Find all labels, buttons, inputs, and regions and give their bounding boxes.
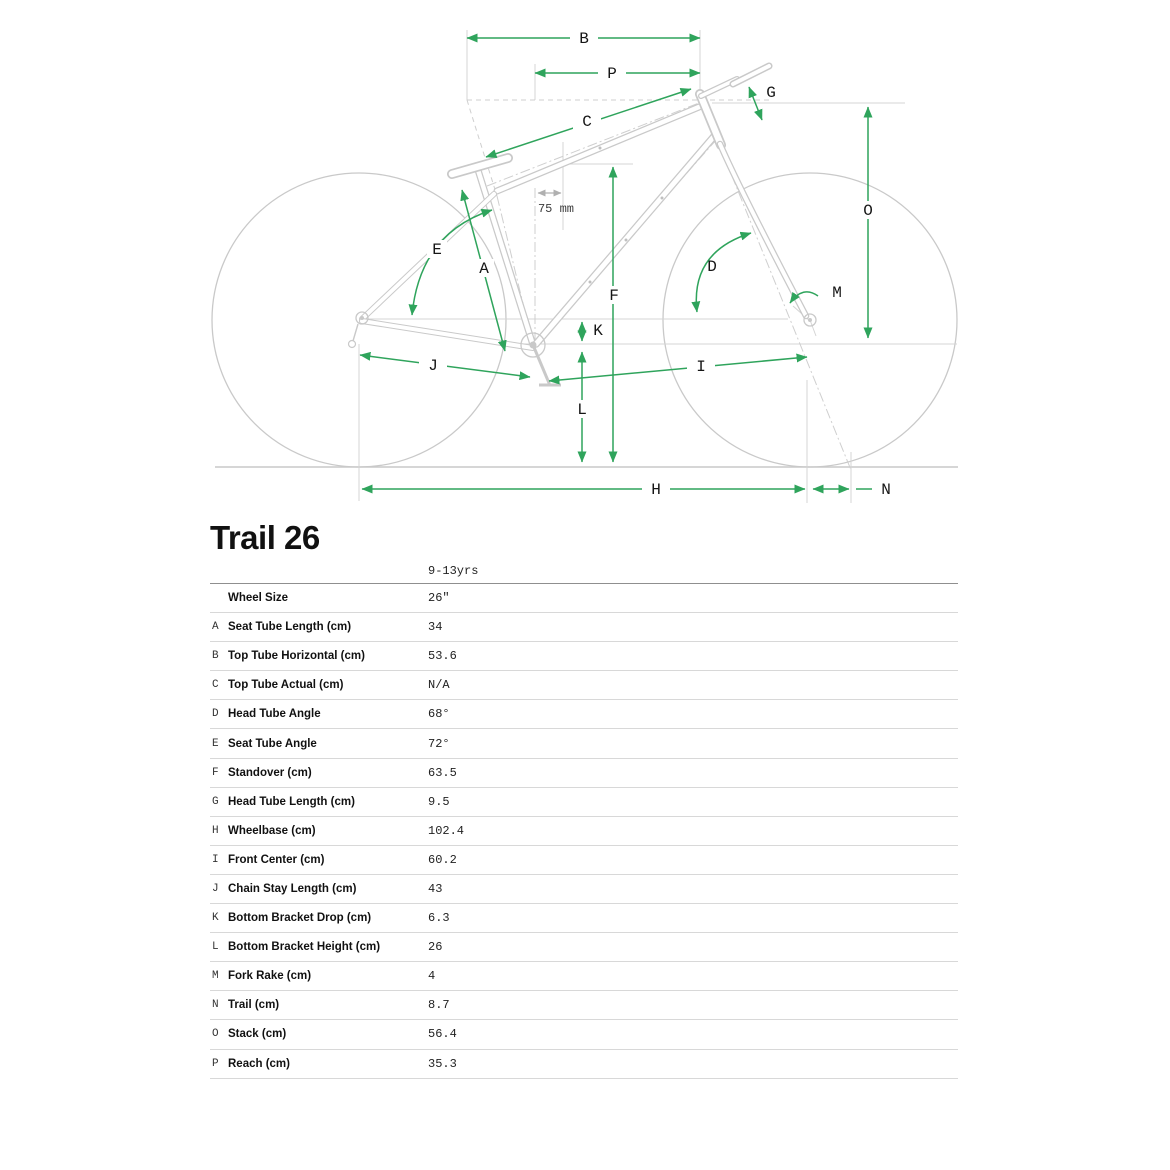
row-label: Wheelbase (cm) (228, 824, 316, 837)
row-label: Chain Stay Length (cm) (228, 882, 357, 895)
row-letter: B (212, 650, 219, 663)
geometry-table (210, 557, 958, 1079)
row-label: Wheel Size (228, 592, 289, 605)
row-label: Bottom Bracket Height (cm) (228, 941, 381, 954)
row-label: Standover (cm) (228, 766, 312, 779)
dimension-offset-75mm (538, 193, 574, 216)
row-letter: I (212, 853, 219, 866)
dim-label-o: O (863, 202, 873, 220)
row-value: 53.6 (428, 649, 457, 664)
row-label: Head Tube Angle (228, 708, 321, 721)
row-letter: K (212, 912, 219, 925)
row-letter: L (212, 941, 219, 954)
row-value: 35.3 (428, 1056, 457, 1071)
row-value: 68° (428, 707, 450, 722)
frame (362, 66, 806, 348)
table-row (210, 846, 958, 875)
bike-line-art (212, 30, 958, 503)
row-value: 102.4 (428, 823, 465, 838)
row-value: 43 (428, 881, 443, 896)
row-value: 63.5 (428, 765, 457, 780)
row-value: 6.3 (428, 911, 450, 926)
dim-label-g: G (766, 84, 776, 102)
dim-label-a: A (479, 260, 489, 278)
table-row (210, 875, 958, 904)
table-row (210, 788, 958, 817)
table-row (210, 1020, 958, 1049)
table-row (210, 700, 958, 729)
row-value: 56.4 (428, 1027, 457, 1042)
row-value: 26" (428, 591, 450, 606)
row-value: 26 (428, 940, 443, 955)
table-row (210, 729, 958, 758)
dimensions (360, 38, 872, 489)
row-letter: N (212, 999, 219, 1012)
row-letter: J (212, 882, 219, 895)
page-title: Trail 26 (210, 519, 320, 556)
row-letter: H (212, 824, 219, 837)
dim-label-b: B (579, 30, 589, 48)
dim-label-c: C (582, 113, 592, 131)
row-label: Seat Tube Angle (228, 737, 317, 750)
row-letter: M (212, 970, 219, 983)
row-value: 8.7 (428, 998, 450, 1013)
geometry-table-body (210, 584, 958, 1079)
dim-d-arc (696, 233, 751, 312)
dim-label-e: E (432, 241, 442, 259)
dim-label-k: K (593, 322, 603, 340)
row-value: 60.2 (428, 852, 457, 867)
row-label: Top Tube Horizontal (cm) (228, 650, 365, 663)
row-value: 9.5 (428, 794, 450, 809)
row-letter: O (212, 1028, 219, 1041)
table-row (210, 817, 958, 846)
row-letter: C (212, 679, 219, 692)
row-label: Head Tube Length (cm) (228, 795, 355, 808)
row-label: Bottom Bracket Drop (cm) (228, 912, 372, 925)
dim-label-m: M (832, 284, 842, 302)
table-row (210, 991, 958, 1020)
row-label: Reach (cm) (228, 1057, 290, 1070)
geometry-svg (0, 0, 1170, 520)
table-row (210, 642, 958, 671)
dim-label-h: H (651, 481, 661, 499)
table-row (210, 584, 958, 613)
dim-label-i: I (696, 358, 706, 376)
dim-label-l: L (577, 401, 587, 419)
row-label: Top Tube Actual (cm) (228, 679, 344, 692)
row-label: Trail (cm) (228, 999, 280, 1012)
row-value: N/A (428, 678, 450, 693)
row-label: Seat Tube Length (cm) (228, 621, 352, 634)
offset-75mm-label: 75 mm (537, 202, 575, 216)
bike-geometry-diagram (0, 0, 1170, 520)
table-row (210, 1050, 958, 1079)
table-row (210, 962, 958, 991)
row-letter: F (212, 766, 219, 779)
table-row (210, 904, 958, 933)
row-value: 4 (428, 969, 436, 984)
row-letter: P (212, 1057, 219, 1070)
row-letter: E (212, 737, 219, 750)
dim-label-j: J (428, 357, 438, 375)
row-letter: G (212, 795, 219, 808)
dim-label-n: N (881, 481, 891, 499)
table-row (210, 759, 958, 788)
row-label: Front Center (cm) (228, 853, 325, 866)
dim-i-arrow (549, 357, 807, 381)
dim-label-d: D (707, 258, 717, 276)
row-letter: A (212, 621, 219, 634)
table-header-row (210, 557, 958, 584)
dim-label-p: P (607, 65, 617, 83)
table-row (210, 933, 958, 962)
dim-label-f: F (609, 287, 619, 305)
table-row (210, 613, 958, 642)
row-value: 72° (428, 736, 450, 751)
row-letter: D (212, 708, 219, 721)
row-value: 34 (428, 620, 443, 635)
table-row (210, 671, 958, 700)
row-label: Fork Rake (cm) (228, 970, 312, 983)
row-label: Stack (cm) (228, 1028, 287, 1041)
column-header-age: 9-13yrs (428, 564, 479, 578)
